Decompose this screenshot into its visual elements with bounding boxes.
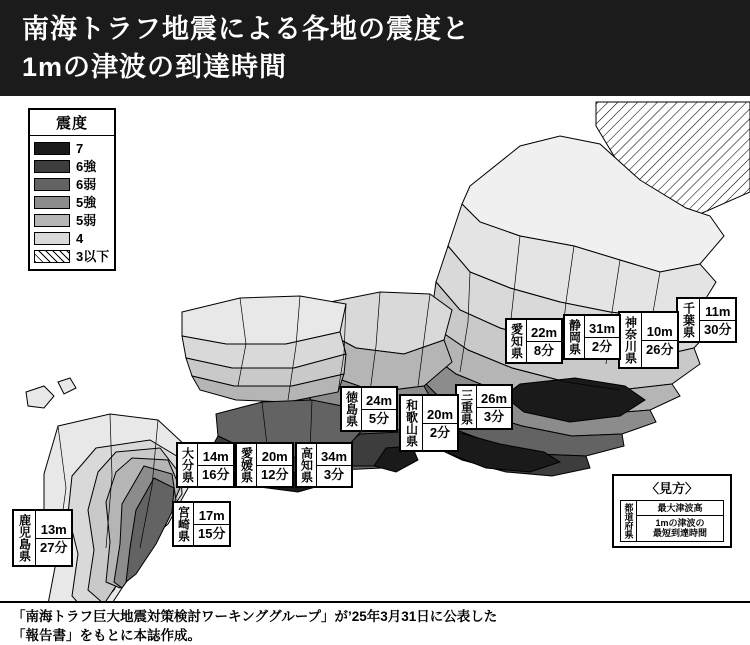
callout-chiba[interactable] (676, 297, 737, 343)
callout-arrival-time: 15分 (198, 525, 226, 541)
callout-values (585, 316, 619, 358)
callout-prefecture: 愛知県 (507, 320, 527, 362)
map-key-title: 〈見方〉 (645, 481, 698, 496)
callout-ehime[interactable] (235, 442, 294, 488)
callout-wave-height: 24m (362, 392, 396, 410)
callout-values (642, 313, 677, 367)
map-key-prefecture-label: 都道府県 (621, 501, 637, 541)
callout-prefecture: 高知県 (297, 444, 317, 486)
callout-values (317, 444, 351, 486)
legend-item (34, 175, 110, 193)
map-key-sample (620, 500, 724, 542)
callout-arrival-time: 5分 (368, 410, 390, 426)
callout-kochi[interactable] (295, 442, 353, 488)
callout-wave-height: 20m (423, 406, 457, 424)
legend-rows (30, 136, 114, 269)
legend-swatch (34, 196, 70, 209)
callout-values (198, 444, 233, 486)
source-note (0, 601, 750, 645)
callout-prefecture: 和歌山県 (401, 396, 423, 450)
legend-swatch (34, 214, 70, 227)
callout-prefecture: 鹿児島県 (14, 511, 36, 565)
callout-values (36, 511, 71, 565)
legend-title: 震度 (30, 110, 114, 136)
map-region-chugoku (26, 296, 346, 408)
callout-wakayama[interactable] (399, 394, 459, 452)
callout-miyazaki[interactable] (172, 501, 231, 547)
callout-mie[interactable] (455, 384, 513, 430)
legend-item (34, 229, 110, 247)
source-note-line-2: 「報告書」をもとに本誌作成。 (12, 628, 201, 643)
legend (28, 108, 116, 271)
callout-wave-height: 26m (477, 390, 511, 408)
legend-swatch (34, 160, 70, 173)
callout-arrival-time: 26分 (646, 341, 674, 357)
callout-prefecture: 神奈川県 (620, 313, 642, 367)
callout-wave-height: 13m (36, 521, 71, 539)
callout-values (477, 386, 511, 428)
source-note-line-1: 「南海トラフ巨大地震対策検討ワーキンググループ」が’25年3月31日に公表した (12, 609, 498, 624)
map-key-arrival-time-label (637, 516, 723, 540)
map-key-arrival-line-1: 1mの津波の (655, 518, 705, 528)
legend-swatch (34, 178, 70, 191)
title-line-1: 南海トラフ地震による各地の震度と (22, 14, 470, 44)
callout-prefecture: 宮崎県 (174, 503, 194, 545)
legend-item (34, 139, 110, 157)
callout-wave-height: 34m (317, 448, 351, 466)
callout-arrival-time: 8分 (533, 342, 555, 358)
callout-wave-height: 11m (700, 303, 735, 321)
callout-values (257, 444, 292, 486)
map-key-values (637, 501, 723, 541)
callout-values (527, 320, 561, 362)
callout-values (700, 299, 735, 341)
legend-swatch (34, 232, 70, 245)
map-key-arrival-line-2: 最短到達時間 (652, 528, 707, 538)
callout-wave-height: 22m (527, 324, 561, 342)
map-region-kyushu (44, 414, 188, 601)
callout-arrival-time: 30分 (704, 321, 732, 337)
legend-label: 6強 (76, 158, 97, 174)
callout-kanagawa[interactable] (618, 311, 679, 369)
callout-prefecture: 徳島県 (342, 388, 362, 430)
callout-arrival-time: 3分 (483, 408, 505, 424)
legend-item (34, 247, 110, 265)
legend-label: 5強 (76, 194, 97, 210)
callout-shizuoka[interactable] (563, 314, 621, 360)
legend-swatch (34, 142, 70, 155)
callout-wave-height: 10m (642, 323, 677, 341)
callout-prefecture: 三重県 (457, 386, 477, 428)
legend-label: 4 (76, 230, 84, 246)
callout-wave-height: 31m (585, 320, 619, 338)
callout-arrival-time: 2分 (591, 338, 613, 354)
callout-prefecture: 静岡県 (565, 316, 585, 358)
callout-values (423, 396, 457, 450)
callout-wave-height: 17m (194, 507, 229, 525)
legend-label: 7 (76, 140, 84, 156)
legend-swatch-hatched (34, 250, 70, 263)
callout-tokushima[interactable] (340, 386, 398, 432)
legend-label: 6弱 (76, 176, 97, 192)
title-line-2: 1mの津波の到達時間 (22, 52, 288, 82)
legend-label: 5弱 (76, 212, 97, 228)
callout-arrival-time: 3分 (323, 466, 345, 482)
callout-arrival-time: 2分 (429, 424, 451, 440)
callout-kagoshima[interactable] (12, 509, 73, 567)
callout-prefecture: 大分県 (178, 444, 198, 486)
legend-item (34, 193, 110, 211)
legend-item (34, 157, 110, 175)
callout-values (362, 388, 396, 430)
callout-values (194, 503, 229, 545)
callout-oita[interactable] (176, 442, 235, 488)
legend-item (34, 211, 110, 229)
map-key (612, 474, 732, 548)
callout-wave-height: 20m (257, 448, 292, 466)
callout-aichi[interactable] (505, 318, 563, 364)
page-title (0, 0, 750, 96)
callout-arrival-time: 27分 (40, 539, 68, 555)
map-key-wave-height-label: 最大津波高 (637, 501, 723, 516)
callout-prefecture: 千葉県 (678, 299, 700, 341)
legend-label: 3以下 (76, 248, 110, 264)
callout-arrival-time: 16分 (202, 466, 230, 482)
callout-prefecture: 愛媛県 (237, 444, 257, 486)
callout-wave-height: 14m (198, 448, 233, 466)
callout-arrival-time: 12分 (261, 466, 289, 482)
